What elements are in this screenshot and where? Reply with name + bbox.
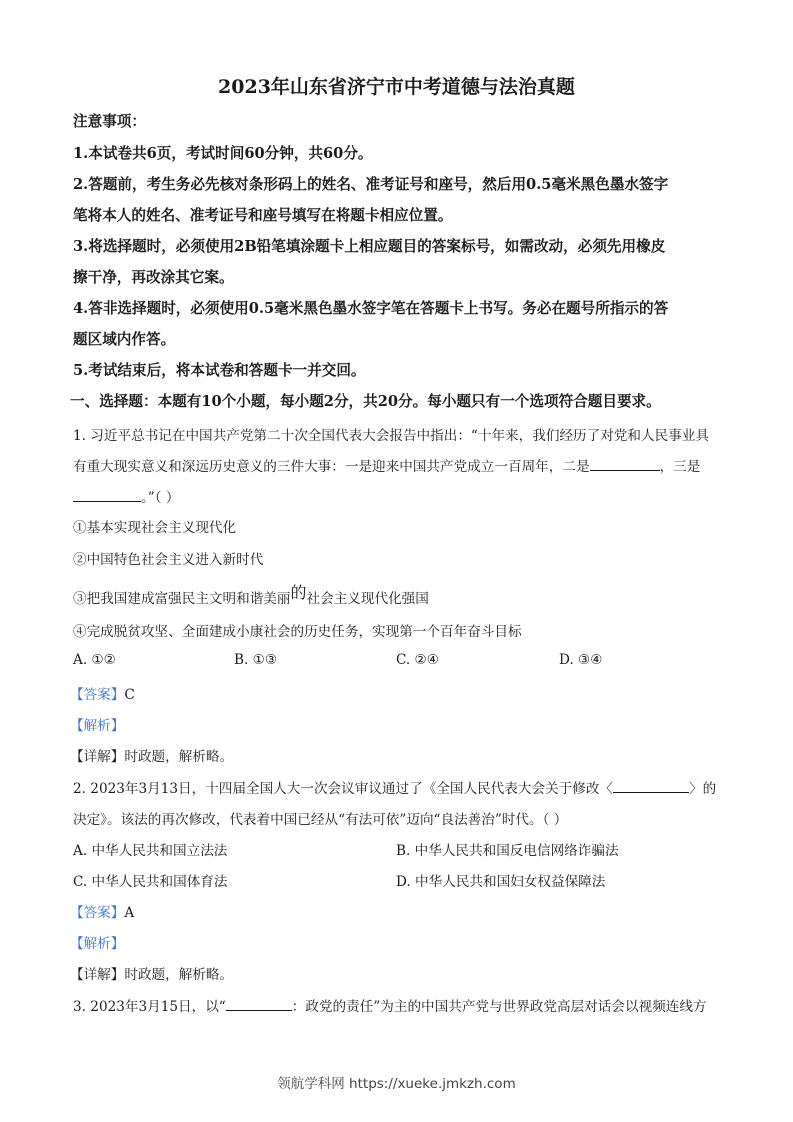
q2-answer-label: 【答案】 <box>70 905 125 921</box>
section-heading: 一、选择题：本题有10个小题，每小题2分，共20分。每小题只有一个选项符合题目要求。 <box>70 393 661 410</box>
q1-blank-2 <box>73 489 141 502</box>
q1-choice-c: C. ②④ <box>396 652 439 668</box>
q1-answer <box>70 683 723 703</box>
notice-heading: 注意事项： <box>73 113 146 130</box>
q1-stem-line2-text: 有重大现实意义和深远历史意义的三件大事：一是迎来中国共产党成立一百周年，二是 <box>73 459 590 475</box>
q1-option-1: ①基本实现社会主义现代化 <box>73 520 237 536</box>
q1-choice-d: D. ③④ <box>559 652 603 668</box>
q2-stem-line1-text: 2. 2023年3月13日，十四届全国人大一次会议审议通过了《全国人民代表大会关于修改〈 <box>73 781 614 797</box>
q1-option-3 <box>73 585 723 608</box>
q1-blank-1 <box>590 458 660 471</box>
q2-choice-d: D. 中华人民共和国妇女权益保障法 <box>396 874 606 890</box>
notice-item-2-cont: 笔将本人的姓名、准考证号和座号填写在将题卡相应位置。 <box>73 207 453 224</box>
q2-detail-label: 【详解】 <box>70 967 125 983</box>
q1-answer-value: C <box>124 687 135 703</box>
notice-item-4-cont: 题区域内作答。 <box>73 331 176 348</box>
q2-stem-line1-end: 〉的 <box>689 781 717 797</box>
q3-blank <box>226 998 292 1011</box>
q1-stem-line2-end: ，三是 <box>659 459 701 475</box>
notice-item-2 <box>73 173 723 194</box>
page-footer: 领航学科网 https://xueke.jmkzh.com <box>277 1076 516 1092</box>
q2-analysis-label: 【解析】 <box>70 936 125 952</box>
q2-detail <box>70 963 723 983</box>
q3-stem-line1 <box>73 995 723 1015</box>
q2-choice-c: C. 中华人民共和国体育法 <box>73 874 228 890</box>
q2-detail-text: 时政题，解析略。 <box>124 967 234 983</box>
q1-detail-text: 时政题，解析略。 <box>124 749 234 765</box>
q2-stem-line2: 决定》。该法的再次修改，代表着中国已经从“有法可依”迈向“良法善治”时代。（ ） <box>73 812 568 828</box>
q1-option-2: ②中国特色社会主义进入新时代 <box>73 552 264 568</box>
page-title: 2023年山东省济宁市中考道德与法治真题 <box>218 76 575 98</box>
q2-answer <box>70 901 723 921</box>
q1-option-3-c: 社会主义现代化强国 <box>306 591 429 607</box>
q1-answer-label: 【答案】 <box>70 687 125 703</box>
q1-detail <box>70 745 723 765</box>
q1-stem-line1: 1. 习近平总书记在中国共产党第二十次全国代表大会报告中指出：“十年来，我们经历了对党和人民事业具 <box>73 428 709 444</box>
q1-choice-b: B. ①③ <box>234 652 278 668</box>
q3-stem-line1-text: 3. 2023年3月15日，以“ <box>73 999 226 1015</box>
q1-option-4: ④完成脱贫攻坚、全面建成小康社会的历史任务，实现第一个百年奋斗目标 <box>73 624 522 640</box>
q2-blank <box>613 780 689 793</box>
q2-choice-a: A. 中华人民共和国立法法 <box>73 843 228 859</box>
q1-detail-label: 【详解】 <box>70 749 125 765</box>
q2-stem-line1 <box>73 777 723 797</box>
q1-stem-line3-end: 。”（ ） <box>141 490 180 506</box>
q3-stem-line1-end: ：政党的责任”为主的中国共产党与世界政党高层对话会以视频连线方 <box>291 999 707 1015</box>
q2-choice-b: B. 中华人民共和国反电信网络诈骗法 <box>396 843 619 859</box>
notice-item-2-text: 2.答题前，考生务必先核对条形码上的姓名、准考证号和座号，然后用0.5毫米黑色墨水签字 <box>73 176 669 193</box>
q1-stem-line3 <box>73 486 723 506</box>
notice-item-5: 5.考试结束后，将本试卷和答题卡一并交回。 <box>73 362 366 379</box>
q1-stem-line2 <box>73 455 723 475</box>
notice-item-4: 4.答非选择题时，必须使用0.5毫米黑色墨水签字笔在答题卡上书写。务必在题号所指示的答 <box>73 300 669 317</box>
q2-answer-value: A <box>124 905 135 921</box>
notice-item-3-cont: 擦干净，再改涂其它案。 <box>73 269 234 286</box>
notice-item-1: 1.本试卷共6页，考试时间60分钟，共60分。 <box>73 145 373 162</box>
q1-analysis-label: 【解析】 <box>70 718 125 734</box>
q1-choice-a: A. ①② <box>73 652 116 668</box>
q1-option-3-a: ③把我国建成富强民主文明和谐美丽 <box>73 591 291 607</box>
q1-option-3-b: 的 <box>290 583 307 602</box>
notice-item-3: 3.将选择题时，必须使用2B铅笔填涂题卡上相应题目的答案标号，如需改动，必须先用橡皮 <box>73 238 666 255</box>
